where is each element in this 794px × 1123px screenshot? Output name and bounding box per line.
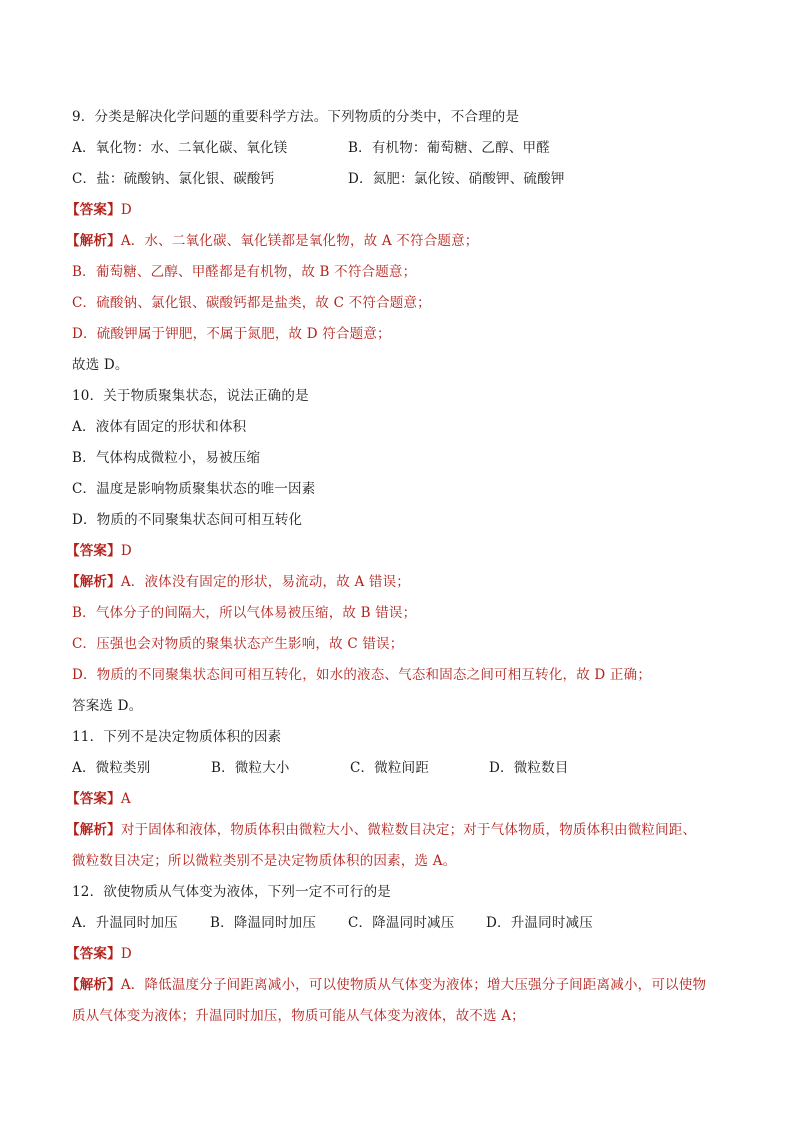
q10-option-d: D．物质的不同聚集状态间可相互转化 (72, 512, 303, 528)
q9-analysis-d: D．硫酸钾属于钾肥，不属于氮肥，故 D 符合题意； (72, 326, 391, 342)
q12-option-b: B．降温同时加压 (210, 915, 317, 931)
analysis-tag: 【解析】 (66, 977, 121, 993)
q11-option-a: A．微粒类别 (72, 760, 151, 776)
q11-stem: 11．下列不是决定物质体积的因素 (72, 729, 282, 745)
q10-analysis-c: C．压强也会对物质的聚集状态产生影响，故 C 错误； (72, 636, 404, 652)
q10-conclusion: 答案选 D。 (72, 698, 143, 714)
answer-tag: 【答案】 (66, 946, 121, 962)
answer-value: D (120, 543, 132, 559)
q9-options-row-1 (72, 133, 732, 164)
q11-options-row (72, 753, 732, 784)
q10-analysis-b: B．气体分子的间隔大，所以气体易被压缩，故 B 错误； (72, 605, 417, 621)
q12-stem: 12．欲使物质从气体变为液体，下列一定不可行的是 (72, 884, 391, 900)
q12-answer (66, 939, 732, 970)
q12-option-a: A．升温同时加压 (72, 915, 178, 931)
analysis-text: A．水、二氧化碳、氧化镁都是氧化物，故 A 不符合题意； (120, 233, 479, 249)
analysis-text: A．降低温度分子间距离减小，可以使物质从气体变为液体；增大压强分子间距离减小，可以使物 (120, 977, 707, 993)
answer-value: A (120, 791, 131, 807)
q12-option-c: C．降温同时减压 (348, 915, 455, 931)
analysis-tag: 【解析】 (66, 574, 121, 590)
answer-value: D (120, 946, 132, 962)
q9-option-c: C．盐：硫酸钠、氯化银、碳酸钙 (72, 171, 275, 187)
q10-analysis-d: D．物质的不同聚集状态间可相互转化，如水的液态、气态和固态之间可相互转化，故 D 正确； (72, 667, 652, 683)
q10-option-a: A．液体有固定的形状和体积 (72, 419, 247, 435)
q12-analysis-line-1 (66, 970, 732, 1001)
answer-tag: 【答案】 (66, 202, 121, 218)
q9-options-row-2 (72, 164, 732, 195)
answer-tag: 【答案】 (66, 791, 121, 807)
q12-options-row (72, 908, 732, 939)
q10-option-c: C．温度是影响物质聚集状态的唯一因素 (72, 481, 316, 497)
q9-analysis-c: C．硫酸钠、氯化银、碳酸钙都是盐类，故 C 不符合题意； (72, 295, 431, 311)
q10-stem: 10．关于物质聚集状态，说法正确的是 (72, 388, 309, 404)
q9-answer (66, 195, 732, 226)
q11-option-c: C．微粒间距 (350, 760, 430, 776)
analysis-text: A．液体没有固定的形状，易流动，故 A 错误； (120, 574, 410, 590)
q11-analysis-line-1 (66, 815, 732, 846)
q9-conclusion: 故选 D。 (72, 357, 129, 373)
analysis-tag: 【解析】 (66, 233, 121, 249)
analysis-tag: 【解析】 (66, 822, 121, 838)
analysis-text: 对于固体和液体，物质体积由微粒大小、微粒数目决定；对于气体物质，物质体积由微粒间距、 (120, 822, 697, 838)
q10-analysis-a (66, 567, 732, 598)
q12-analysis-line-2: 质从气体变为液体；升温同时加压，物质可能从气体变为液体，故不选 A； (72, 1008, 525, 1024)
document-page (66, 102, 732, 1032)
answer-value: D (120, 202, 132, 218)
q11-analysis-line-2: 微粒数目决定；所以微粒类别不是决定物质体积的因素，选 A。 (72, 853, 457, 869)
q9-analysis-b: B．葡萄糖、乙醇、甲醛都是有机物，故 B 不符合题意； (72, 264, 417, 280)
q11-answer (66, 784, 732, 815)
q9-option-b: B．有机物：葡萄糖、乙醇、甲醛 (348, 140, 550, 156)
q9-stem: 9．分类是解决化学问题的重要科学方法。下列物质的分类中，不合理的是 (72, 109, 520, 125)
q12-option-d: D．升温同时减压 (486, 915, 593, 931)
q9-option-a: A．氧化物：水、二氧化碳、氧化镁 (72, 140, 288, 156)
q10-option-b: B．气体构成微粒小，易被压缩 (72, 450, 261, 466)
answer-tag: 【答案】 (66, 543, 121, 559)
q9-analysis-a (66, 226, 732, 257)
q9-option-d: D．氮肥：氯化铵、硝酸钾、硫酸钾 (348, 171, 565, 187)
q11-option-d: D．微粒数目 (489, 760, 569, 776)
q11-option-b: B．微粒大小 (211, 760, 290, 776)
q10-answer (66, 536, 732, 567)
